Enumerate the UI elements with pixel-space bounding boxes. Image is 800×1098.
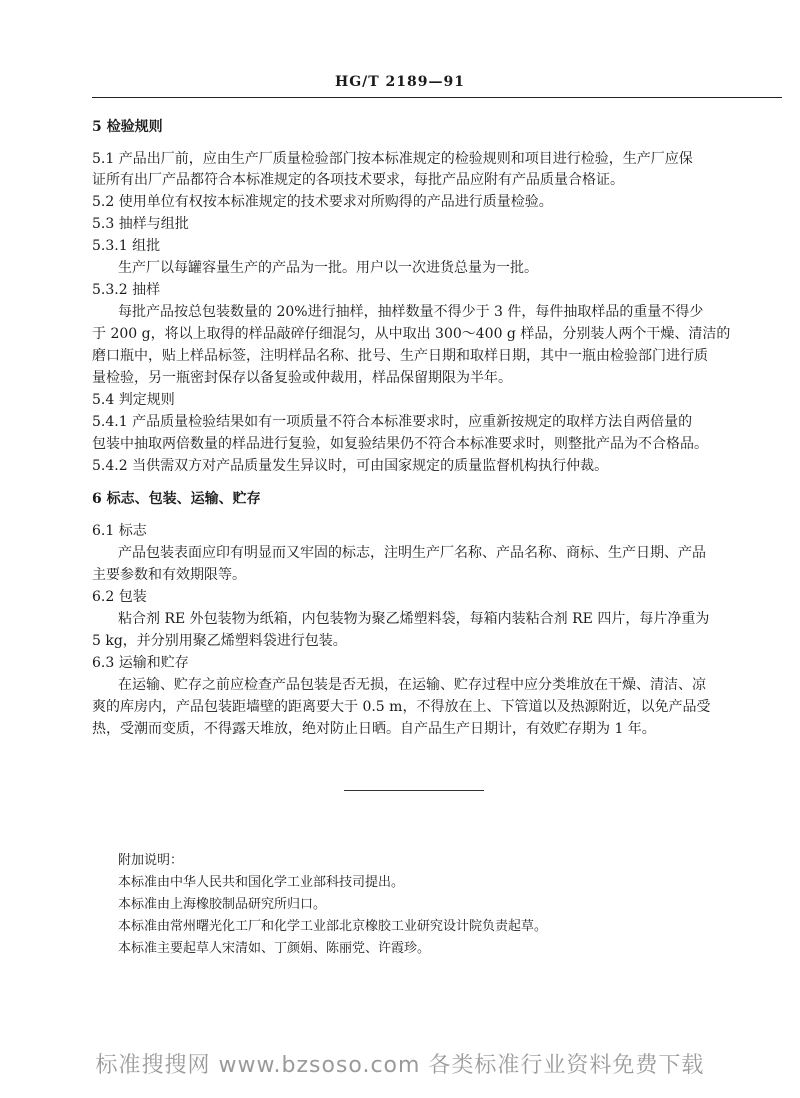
heading-5-3-1: 5.3.1 组批 — [92, 238, 161, 254]
heading-5-3: 5.3 抽样与组批 — [92, 216, 189, 232]
para-5-3-1: 生产厂以每罐容量生产的产品为一批。用户以一次进货总量为一批。 — [118, 260, 538, 276]
note-line-4: 本标准主要起草人宋清如、丁颜娟、陈丽党、许霞珍。 — [118, 941, 431, 956]
para-5-4-2: 5.4.2 当供需双方对产品质量发生异议时，可由国家规定的质量监督机构执行仲裁。 — [92, 458, 609, 474]
para-5-4-1-line1: 5.4.1 产品质量检验结果如有一项质量不符合本标准要求时，应重新按规定的取样方法自两倍量的 — [92, 414, 693, 430]
para-5-3-2-line2: 于 200 g，将以上取得的样品敲碎仔细混匀，从中取出 300～400 g 样品，分别装人两个干燥、清洁的 — [92, 326, 731, 342]
heading-6-2: 6.2 包装 — [92, 589, 147, 605]
header-rule — [92, 97, 782, 98]
notes-title: 附加说明： — [118, 853, 184, 868]
note-line-1: 本标准由中华人民共和国化学工业部科技司提出。 — [118, 875, 405, 890]
para-5-4-1-line2: 包装中抽取两倍数量的样品进行复验，如复验结果仍不符合本标准要求时，则整批产品为不合格品。 — [92, 436, 708, 452]
para-6-1-line1: 产品包装表面应印有明显而又牢固的标志，注明生产厂名称、产品名称、商标、生产日期、产品 — [118, 545, 706, 561]
end-rule — [344, 790, 484, 791]
heading-5-4: 5.4 判定规则 — [92, 392, 175, 408]
standard-code-header: HG/T 2189—91 — [334, 74, 466, 90]
para-6-3-line2: 爽的库房内，产品包装距墙壁的距离要大于 0.5 m，不得放在上、下管道以及热源附近，以免产品受 — [92, 699, 711, 715]
para-6-3-line1: 在运输、贮存之前应检查产品包装是否无损，在运输、贮存过程中应分类堆放在干燥、清洁、凉 — [118, 677, 706, 693]
heading-5: 5 检验规则 — [92, 119, 163, 135]
para-5-2: 5.2 使用单位有权按本标准规定的技术要求对所购得的产品进行质量检验。 — [92, 194, 553, 210]
para-5-3-2-line4: 量检验，另一瓶密封保存以备复验或仲裁用，样品保留期限为半年。 — [92, 370, 512, 386]
note-line-3: 本标准由常州曙光化工厂和化学工业部北京橡胶工业研究设计院负责起草。 — [118, 919, 548, 934]
para-5-3-2-line3: 磨口瓶中，贴上样品标签，注明样品名称、批号、生产日期和取样日期，其中一瓶由检验部门进行质 — [92, 348, 708, 364]
heading-6-1: 6.1 标志 — [92, 523, 147, 539]
para-6-2-line2: 5 kg，并分别用聚乙烯塑料袋进行包装。 — [92, 633, 347, 649]
heading-6-3: 6.3 运输和贮存 — [92, 655, 189, 671]
note-line-2: 本标准由上海橡胶制品研究所归口。 — [118, 897, 327, 912]
heading-6: 6 标志、包装、运输、贮存 — [92, 491, 261, 507]
para-6-1-line2: 主要参数和有效期限等。 — [92, 567, 246, 583]
para-6-3-line3: 热，受潮而变质，不得露天堆放，绝对防止日晒。自产品生产日期计，有效贮存期为 1 年。 — [92, 721, 656, 737]
site-watermark: 标准搜搜网 www.bzsoso.com 各类标准行业资料免费下载 — [95, 1053, 705, 1078]
para-5-3-2-line1: 每批产品按总包装数量的 20%进行抽样，抽样数量不得少于 3 件，每件抽取样品的重量不得少 — [118, 304, 704, 320]
para-5-1-line1: 5.1 产品出厂前，应由生产厂质量检验部门按本标准规定的检验规则和项目进行检验，生产厂应保 — [92, 151, 693, 167]
para-6-2-line1: 粘合剂 RE 外包装物为纸箱，内包装物为聚乙烯塑料袋，每箱内装粘合剂 RE 四片，每片净重为 — [118, 611, 710, 627]
heading-5-3-2: 5.3.2 抽样 — [92, 282, 161, 298]
para-5-1-line2: 证所有出厂产品都符合本标准规定的各项技术要求，每批产品应附有产品质量合格证。 — [92, 172, 624, 188]
